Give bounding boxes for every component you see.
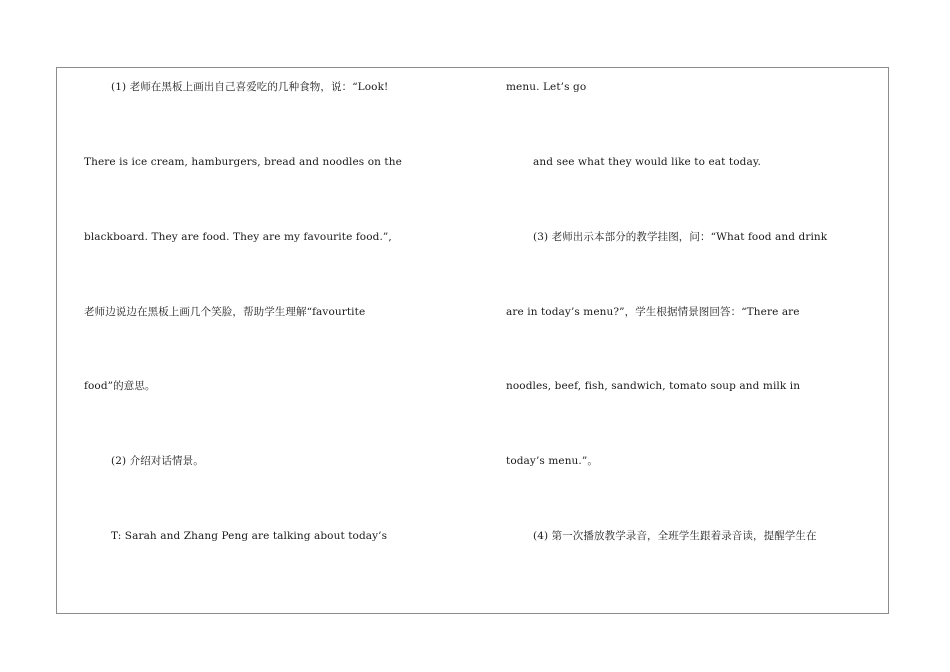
right-line-7: (4) 第一次播放教学录音，全班学生跟着录音读，提醒学生在	[533, 530, 817, 542]
right-line-1: menu. Let’s go	[506, 81, 587, 93]
left-line-3: blackboard. They are food. They are my favourite food.”,	[84, 231, 392, 243]
left-line-2: There is ice cream, hamburgers, bread and noodles on the	[84, 156, 402, 168]
right-line-4: are in today’s menu?”，学生根据情景图回答：“There are	[506, 306, 800, 318]
left-line-1: (1) 老师在黑板上画出自己喜爱吃的几种食物，说：“Look!	[111, 81, 389, 93]
right-line-3: (3) 老师出示本部分的教学挂图，问：“What food and drink	[533, 231, 828, 243]
right-line-6: today’s menu.”。	[506, 455, 598, 467]
right-line-2: and see what they would like to eat today.	[533, 156, 761, 168]
left-line-5: food”的意思。	[84, 380, 156, 392]
left-line-6: (2) 介绍对话情景。	[111, 455, 204, 467]
right-line-5: noodles, beef, fish, sandwich, tomato soup and milk in	[506, 380, 801, 392]
left-line-4: 老师边说边在黑板上画几个笑脸，帮助学生理解“favourtite	[84, 306, 366, 318]
left-line-7: T: Sarah and Zhang Peng are talking about today’s	[111, 530, 388, 542]
